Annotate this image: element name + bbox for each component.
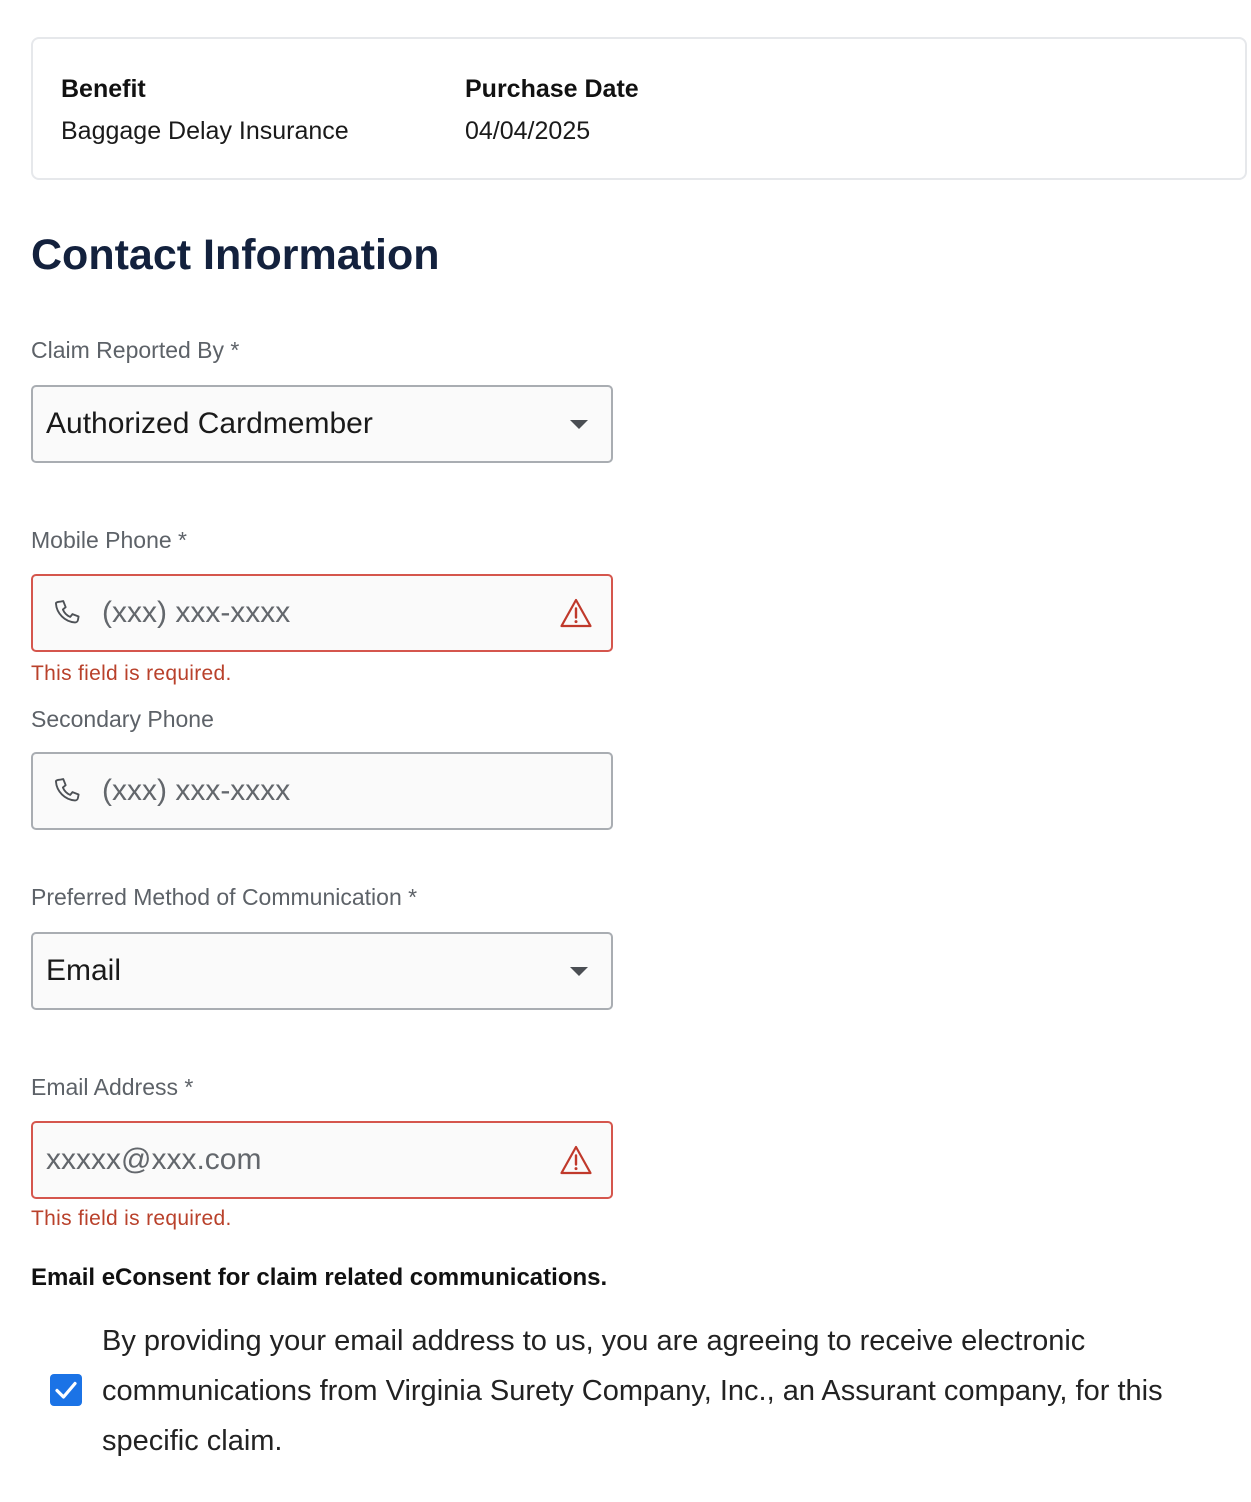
check-icon bbox=[53, 1378, 79, 1402]
mobile-phone-input[interactable] bbox=[31, 574, 613, 652]
email-address-label: Email Address * bbox=[31, 1074, 194, 1100]
benefit-label: Benefit bbox=[61, 75, 146, 103]
preferred-method-select[interactable] bbox=[31, 932, 613, 1010]
email-address-placeholder: xxxxx@xxx.com bbox=[46, 1143, 262, 1176]
phone-icon bbox=[51, 598, 83, 630]
econsent-checkbox[interactable] bbox=[50, 1374, 82, 1406]
claim-reported-by-select[interactable] bbox=[31, 385, 613, 463]
section-title: Contact Information bbox=[31, 231, 440, 279]
purchase-date-column bbox=[465, 73, 639, 147]
email-address-input[interactable] bbox=[31, 1121, 613, 1199]
benefit-column bbox=[61, 73, 349, 147]
purchase-date-label: Purchase Date bbox=[465, 75, 639, 103]
secondary-phone-label: Secondary Phone bbox=[31, 706, 214, 732]
warning-icon bbox=[560, 1145, 592, 1175]
email-address-error: This field is required. bbox=[31, 1207, 232, 1230]
warning-icon bbox=[560, 598, 592, 628]
purchase-date-value: 04/04/2025 bbox=[465, 117, 591, 145]
secondary-phone-placeholder: (xxx) xxx-xxxx bbox=[102, 774, 291, 807]
benefit-value: Baggage Delay Insurance bbox=[61, 117, 349, 145]
secondary-phone-input[interactable] bbox=[31, 752, 613, 830]
mobile-phone-error: This field is required. bbox=[31, 662, 232, 685]
econsent-text: By providing your email address to us, you are agreeing to receive electronic communications from Virginia Surety Company, Inc., an Assurant company, for this specific claim. bbox=[102, 1325, 1163, 1457]
mobile-phone-placeholder: (xxx) xxx-xxxx bbox=[102, 596, 291, 629]
chevron-down-icon bbox=[570, 420, 588, 429]
preferred-method-label: Preferred Method of Communication * bbox=[31, 884, 418, 910]
benefit-summary-card bbox=[31, 37, 1247, 180]
claim-reported-by-label: Claim Reported By * bbox=[31, 337, 240, 363]
econsent-heading: Email eConsent for claim related communications. bbox=[31, 1264, 608, 1291]
chevron-down-icon bbox=[570, 967, 588, 976]
phone-icon bbox=[51, 776, 83, 808]
mobile-phone-label: Mobile Phone * bbox=[31, 527, 187, 553]
claim-reported-by-value: Authorized Cardmember bbox=[46, 407, 373, 440]
preferred-method-value: Email bbox=[46, 954, 122, 987]
